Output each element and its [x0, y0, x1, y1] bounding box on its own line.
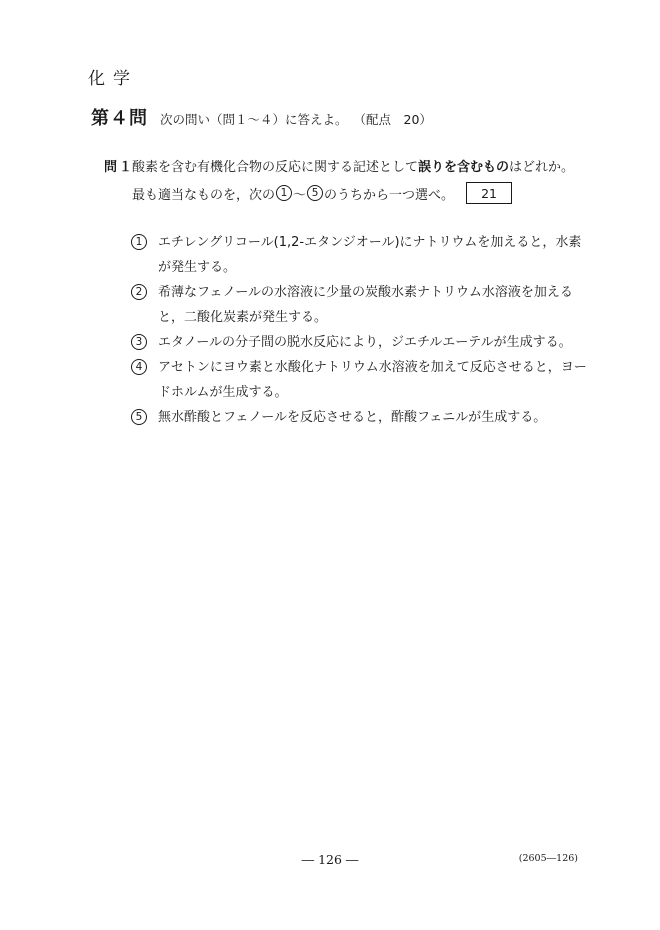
- choice-text: エタノールの分子間の脱水反応により，ジエチルエーテルが生成する。: [158, 335, 572, 350]
- circled-number-range-end: 5: [307, 185, 323, 201]
- choice-item: [130, 280, 590, 330]
- stem-text-before: 酸素を含む有機化合物の反応に関する記述として: [132, 160, 419, 175]
- instruction-text-after: のうちから一つ選べ。: [324, 187, 455, 203]
- range-tilde: ～: [293, 187, 307, 203]
- problem-instruction-line: [132, 182, 512, 204]
- problem-stem: [104, 156, 574, 175]
- question-points: （配点 20）: [353, 112, 432, 127]
- problem-label: 問１: [104, 160, 135, 175]
- choice-number: 3: [131, 334, 147, 350]
- page-number: ― 126 ―: [301, 852, 359, 867]
- instruction-text-before: 最も適当なものを，次の: [132, 187, 276, 203]
- choice-item: [130, 355, 590, 405]
- stem-text-bold: 誤りを含むもの: [418, 160, 510, 175]
- choice-item: [130, 230, 590, 280]
- choice-number: 4: [131, 359, 147, 375]
- choice-number: 2: [131, 284, 147, 300]
- choice-text: エチレングリコール(1,2-エタンジオール)にナトリウムを加えると，水素が発生する。: [158, 235, 582, 275]
- choice-number: 5: [131, 409, 147, 425]
- circled-number-range-start: 1: [276, 185, 292, 201]
- choice-number: 1: [131, 234, 147, 250]
- choice-text: 無水酢酸とフェノールを反応させると，酢酸フェニルが生成する。: [158, 410, 547, 425]
- choice-item: [130, 330, 590, 355]
- page-code: (2605―126): [518, 853, 578, 864]
- choice-text: 希薄なフェノールの水溶液に少量の炭酸水素ナトリウム水溶液を加えると，二酸化炭素が発生する。: [158, 285, 573, 325]
- choice-text: アセトンにヨウ素と水酸化ナトリウム水溶液を加えて反応させると，ヨードホルムが生成する。: [158, 360, 587, 400]
- question-instruction: 次の問い（問１～４）に答えよ。: [160, 112, 348, 127]
- stem-text-after: はどれか。: [509, 160, 575, 175]
- question-number: 第４問: [91, 108, 148, 129]
- answer-box: 21: [466, 182, 512, 204]
- question-header: [91, 104, 432, 130]
- subject-title: 化学: [88, 69, 138, 89]
- choice-item: [130, 405, 590, 430]
- choice-list: [130, 230, 590, 430]
